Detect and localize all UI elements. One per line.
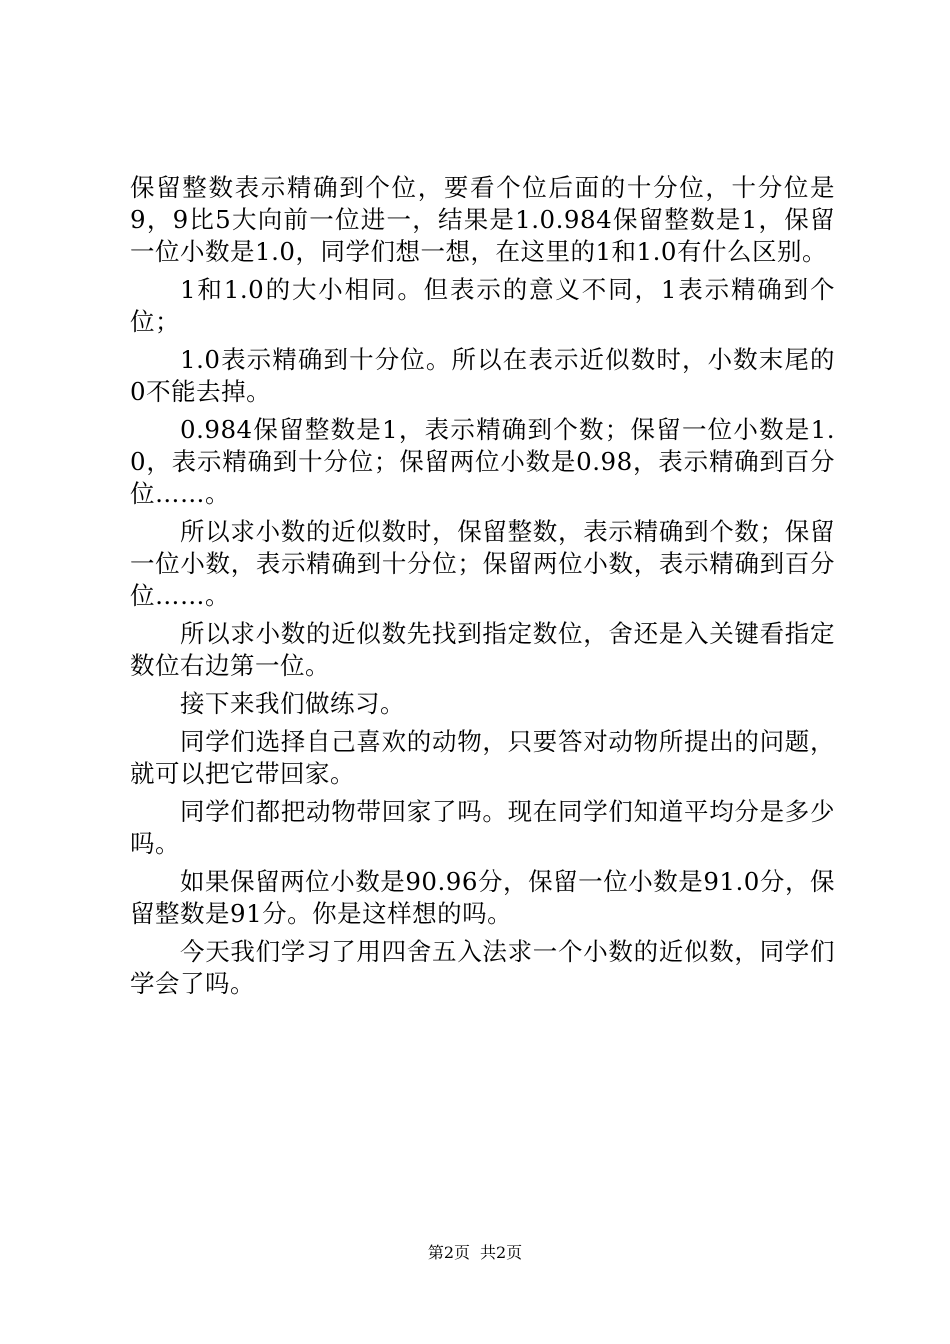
paragraph: 0.984保留整数是1，表示精确到个数；保留一位小数是1.0，表示精确到十分位；保留两位小数是0.98，表示精确到百分位……。 <box>130 415 835 508</box>
page-total: 共2页 <box>480 1243 523 1262</box>
page-footer <box>0 1243 950 1263</box>
paragraph: 保留整数表示精确到个位，要看个位后面的十分位，十分位是9，9比5大向前一位进一，结果是1.0.984保留整数是1，保留一位小数是1.0，同学们想一想，在这里的1和1.0有什么区别。 <box>130 173 835 266</box>
paragraph: 接下来我们做练习。 <box>180 689 405 718</box>
paragraph: 今天我们学习了用四舍五入法求一个小数的近似数，同学们学会了吗。 <box>130 937 835 998</box>
paragraph: 1和1.0的大小相同。但表示的意义不同，1表示精确到个位； <box>130 275 835 336</box>
paragraph: 如果保留两位小数是90.96分，保留一位小数是91.0分，保留整数是91分。你是这样想的吗。 <box>130 867 835 928</box>
paragraph: 同学们都把动物带回家了吗。现在同学们知道平均分是多少吗。 <box>130 797 835 858</box>
page-number: 第2页 <box>427 1243 470 1262</box>
document-body <box>130 172 835 1006</box>
paragraph: 1.0表示精确到十分位。所以在表示近似数时，小数末尾的0不能去掉。 <box>130 345 835 406</box>
paragraph: 所以求小数的近似数时，保留整数，表示精确到个数；保留一位小数，表示精确到十分位；保留两位小数，表示精确到百分位……。 <box>130 517 835 610</box>
paragraph: 同学们选择自己喜欢的动物，只要答对动物所提出的问题，就可以把它带回家。 <box>130 727 835 788</box>
paragraph: 所以求小数的近似数先找到指定数位，舍还是入关键看指定数位右边第一位。 <box>130 619 835 680</box>
